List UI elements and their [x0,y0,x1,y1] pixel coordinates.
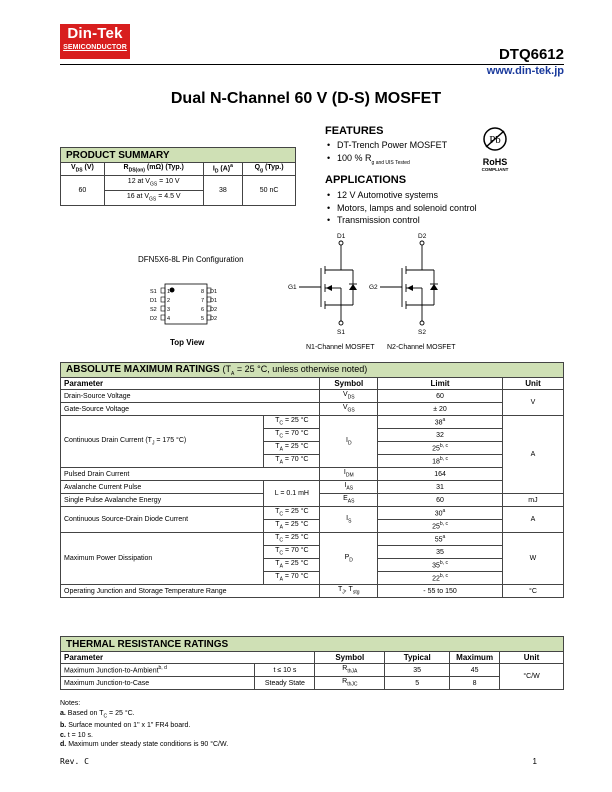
rohs-label: RoHS [482,157,508,167]
svg-text:4: 4 [167,316,171,322]
table-row: Pulsed Drain Current $I_{DM}$ 164 [61,468,564,481]
svg-text:D2: D2 [210,316,218,322]
pin-config-caption: DFN5X6-8L Pin Configuration [138,255,244,264]
n1-mosfet-symbol [285,230,365,340]
thermal-resistance-table [60,636,564,690]
svg-text:D2: D2 [150,316,158,322]
svg-text:D2: D2 [210,307,218,313]
svg-text:5: 5 [201,316,205,322]
list-item: • 100 % $R_{g and UIS Tested}$ [325,152,447,169]
col-symbol: Symbol [315,652,385,664]
features-heading: FEATURES [325,125,384,137]
table-row: Drain-Source Voltage $V_{DS}$ 60 V [61,390,564,403]
trr-heading: THERMAL RESISTANCE RATINGS [61,637,564,652]
n2-caption: N2-Channel MOSFET [387,344,456,351]
features-list [325,139,447,169]
product-summary-heading: PRODUCT SUMMARY [61,148,296,163]
table-row: $T_C = 70$ °C 32 [61,429,564,442]
col-unit: Unit [500,652,564,664]
note-c: c. t = 10 s. [60,731,93,739]
applications-list [325,189,477,227]
table-row: Continuous Drain Current ($T_J = 175$ °C) $T_C = 25$ °C $I_D$ 38$^a$ A [61,416,564,429]
svg-text:2: 2 [167,298,171,304]
table-row: Maximum Power Dissipation $T_C = 25$ °C $P_D$ 55$^a$ W [61,533,564,546]
rds-row-1: 12 at $V_{GS} = 10$ V [104,176,203,191]
notes-section [60,699,228,750]
col-symbol: Symbol [320,378,378,390]
list-item: • Transmission control [325,214,477,227]
col-qg: $Q_g$ (Typ.) [243,163,296,176]
logo-subtext: SEMICONDUCTOR [63,44,127,51]
col-limit: Limit [378,378,503,390]
table-row: Avalanche Current Pulse L = 0.1 mH $I_{AS}$ 31 [61,481,564,494]
n1-caption: N1-Channel MOSFET [306,344,375,351]
svg-text:D1: D1 [210,298,218,304]
table-row: $T_A = 70$ °C 18$^{b, c}$ [61,455,564,468]
list-item: • DT-Trench Power MOSFET [325,139,447,152]
table-row: $T_A = 25$ °C 25$^{b, c}$ [61,520,564,533]
table-row: $T_A = 25$ °C 25$^{b, c}$ [61,442,564,455]
note-a: a. Based on $T_C = 25$ °C. [60,709,135,719]
table-row: Continuous Source-Drain Diode Current $T_C = 25$ °C $I_S$ 30$^a$ A [61,507,564,520]
table-row: Operating Junction and Storage Temperature Range $T_J$, $T_{stg}$ - 55 to 150 °C [61,585,564,598]
rds-row-2: 16 at $V_{GS} = 4.5$ V [104,191,203,206]
col-rds: $R_{DS(on)}$ (mΩ) (Typ.) [104,163,203,176]
n2-mosfet-symbol [368,230,448,340]
revision-label: Rev. C [60,757,89,766]
col-id: $I_D$ $(A)^a$ [203,163,243,176]
amr-heading: ABSOLUTE MAXIMUM RATINGS ($T_A = 25$ °C, unless otherwise noted) [61,363,564,378]
qg-value: 50 nC [243,176,296,206]
svg-text:G2: G2 [369,284,378,291]
col-typical: Typical [385,652,450,664]
id-value: 38 [203,176,243,206]
table-row: $T_C = 70$ °C 35 [61,546,564,559]
col-unit: Unit [502,378,563,390]
table-row: Maximum Junction-to-Ambient$^{b, d}$ t ≤ 10 s $R_{thJA}$ 35 45 °C/W [61,664,564,677]
rohs-sub: COMPLIANT [481,167,509,172]
svg-text:S2: S2 [150,307,157,313]
logo-text: Din-Tek [67,25,123,42]
pb-free-icon [480,126,510,152]
table-row: Gate-Source Voltage $V_{GS}$ ± 20 [61,403,564,416]
note-d: d. Maximum under steady state conditions is 90 °C/W. [60,741,229,749]
svg-text:D1: D1 [337,233,346,240]
svg-text:1: 1 [167,289,171,295]
table-row: Single Pulse Avalanche Energy $E_{AS}$ 60 mJ [61,494,564,507]
company-logo [60,24,130,59]
list-item: • 12 V Automotive systems [325,189,477,202]
page-number: 1 [532,757,537,766]
rohs-badge [470,126,520,172]
col-parameter: Parameter [61,652,315,664]
table-row: $T_A = 25$ °C 35$^{b, c}$ [61,559,564,572]
list-item: • Motors, lamps and solenoid control [325,202,477,215]
product-summary-table [60,147,296,206]
absolute-max-ratings-table [60,362,564,598]
svg-text:8: 8 [201,289,205,295]
svg-text:D2: D2 [418,233,427,240]
svg-text:6: 6 [201,307,205,313]
svg-text:G1: G1 [288,284,297,291]
table-row: Maximum Junction-to-Case Steady State $R_{thJC}$ 5 8 [61,677,564,690]
col-parameter: Parameter [61,378,320,390]
col-maximum: Maximum [450,652,500,664]
top-view-label: Top View [170,338,205,347]
svg-text:D1: D1 [210,289,218,295]
svg-text:S2: S2 [418,329,426,336]
svg-text:S1: S1 [337,329,345,336]
note-b: b. Surface mounted on 1" x 1" FR4 board. [60,722,191,730]
svg-text:D1: D1 [150,298,158,304]
notes-heading: Notes: [60,700,81,707]
svg-text:3: 3 [167,307,171,313]
col-vds: $V_{DS}$ (V) [61,163,105,176]
document-title: Dual N-Channel 60 V (D-S) MOSFET [170,90,442,107]
website-link[interactable]: www.din-tek.jp [486,65,564,77]
part-number: DTQ6612 [498,46,564,63]
table-row: $T_A = 70$ °C 22$^{b, c}$ [61,572,564,585]
svg-text:7: 7 [201,298,205,304]
svg-text:Pb: Pb [489,134,501,146]
vds-value: 60 [61,176,105,206]
applications-heading: APPLICATIONS [325,174,407,186]
package-diagram [145,282,227,326]
svg-text:S1: S1 [150,289,157,295]
